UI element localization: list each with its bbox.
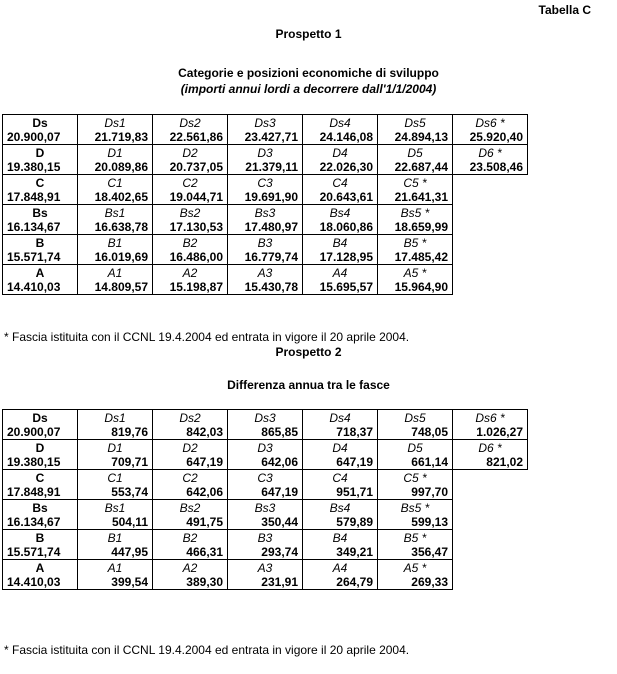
prospetto1-subtitle-period: (importi annui lordi a decorrere dall'1/1/2004) bbox=[180, 82, 437, 96]
position-cell bbox=[303, 440, 378, 470]
position-value: 642,06 bbox=[261, 455, 298, 469]
position-cell bbox=[153, 205, 228, 235]
position-value: 16.019,69 bbox=[94, 250, 148, 264]
position-value: 293,74 bbox=[261, 545, 298, 559]
category-cell bbox=[3, 440, 78, 470]
prospetto2-title: Prospetto 2 bbox=[275, 345, 342, 359]
position-value: 504,11 bbox=[111, 515, 148, 529]
position-cell bbox=[78, 175, 153, 205]
position-cell bbox=[228, 500, 303, 530]
position-label: A1 bbox=[107, 561, 123, 575]
position-label: Ds2 bbox=[179, 411, 201, 425]
prospetto2-table bbox=[2, 409, 528, 590]
position-value: 15.695,57 bbox=[319, 280, 373, 294]
position-label: Bs2 bbox=[179, 501, 201, 515]
position-value: 22.687,44 bbox=[394, 160, 448, 174]
category-label: Bs bbox=[32, 206, 48, 220]
position-cell bbox=[378, 115, 453, 145]
category-cell bbox=[3, 530, 78, 560]
position-cell bbox=[78, 530, 153, 560]
position-label: Ds3 bbox=[254, 116, 276, 130]
position-label: D6 * bbox=[478, 146, 502, 160]
position-cell bbox=[228, 145, 303, 175]
position-cell bbox=[228, 265, 303, 295]
position-value: 865,85 bbox=[261, 425, 298, 439]
category-base-value: 20.900,07 bbox=[7, 130, 61, 144]
position-cell bbox=[153, 145, 228, 175]
position-label: D4 bbox=[332, 441, 348, 455]
prospetto1-table bbox=[2, 114, 528, 295]
category-label: Ds bbox=[32, 116, 48, 130]
position-label: B2 bbox=[182, 531, 198, 545]
position-cell bbox=[78, 145, 153, 175]
position-cell bbox=[78, 235, 153, 265]
position-label: D5 bbox=[407, 146, 423, 160]
empty-cell bbox=[453, 560, 528, 590]
position-value: 16.638,78 bbox=[94, 220, 148, 234]
position-cell bbox=[228, 175, 303, 205]
position-label: B2 bbox=[182, 236, 198, 250]
position-label: A5 * bbox=[403, 266, 427, 280]
position-value: 466,31 bbox=[186, 545, 223, 559]
position-label: B5 * bbox=[403, 236, 427, 250]
table-row bbox=[3, 440, 528, 470]
position-cell bbox=[153, 235, 228, 265]
position-label: Ds5 bbox=[404, 116, 426, 130]
position-value: 24.146,08 bbox=[319, 130, 373, 144]
position-label: Ds4 bbox=[329, 411, 351, 425]
position-value: 17.130,53 bbox=[169, 220, 223, 234]
position-label: C1 bbox=[107, 471, 123, 485]
position-label: Bs4 bbox=[329, 206, 351, 220]
position-value: 20.643,61 bbox=[319, 190, 373, 204]
position-cell bbox=[378, 470, 453, 500]
position-cell bbox=[378, 175, 453, 205]
position-cell bbox=[378, 440, 453, 470]
position-value: 718,37 bbox=[336, 425, 373, 439]
position-value: 15.198,87 bbox=[169, 280, 223, 294]
position-cell bbox=[303, 530, 378, 560]
table-row bbox=[3, 175, 528, 205]
position-value: 748,05 bbox=[411, 425, 448, 439]
prospetto1-subtitle: Categorie e posizioni economiche di sviluppo bbox=[178, 66, 439, 80]
position-cell bbox=[378, 145, 453, 175]
position-label: A1 bbox=[107, 266, 123, 280]
category-base-value: 15.571,74 bbox=[7, 545, 61, 559]
position-label: B4 bbox=[332, 236, 348, 250]
position-label: A2 bbox=[182, 266, 198, 280]
position-value: 819,76 bbox=[111, 425, 148, 439]
position-value: 350,44 bbox=[261, 515, 298, 529]
position-value: 17.480,97 bbox=[244, 220, 298, 234]
position-label: Ds1 bbox=[104, 116, 126, 130]
position-cell bbox=[228, 205, 303, 235]
position-cell bbox=[453, 115, 528, 145]
position-cell bbox=[453, 145, 528, 175]
position-label: D4 bbox=[332, 146, 348, 160]
position-value: 24.894,13 bbox=[394, 130, 448, 144]
position-value: 647,19 bbox=[261, 485, 298, 499]
category-cell bbox=[3, 500, 78, 530]
category-label: B bbox=[35, 236, 45, 250]
position-value: 642,06 bbox=[186, 485, 223, 499]
table-row bbox=[3, 115, 528, 145]
position-label: A3 bbox=[257, 561, 273, 575]
table-row bbox=[3, 500, 528, 530]
position-label: Ds5 bbox=[404, 411, 426, 425]
position-value: 1.026,27 bbox=[476, 425, 523, 439]
position-cell bbox=[228, 410, 303, 440]
position-label: D1 bbox=[107, 146, 123, 160]
position-value: 19.691,90 bbox=[244, 190, 298, 204]
category-cell bbox=[3, 145, 78, 175]
category-label: Bs bbox=[32, 501, 48, 515]
position-value: 17.485,42 bbox=[394, 250, 448, 264]
position-value: 21.641,31 bbox=[394, 190, 448, 204]
position-cell bbox=[78, 410, 153, 440]
empty-cell bbox=[453, 175, 528, 205]
category-cell bbox=[3, 205, 78, 235]
position-label: Ds4 bbox=[329, 116, 351, 130]
position-label: C5 * bbox=[403, 176, 427, 190]
position-label: D5 bbox=[407, 441, 423, 455]
table-row bbox=[3, 530, 528, 560]
position-label: D6 * bbox=[478, 441, 502, 455]
position-label: C4 bbox=[332, 471, 348, 485]
position-label: A2 bbox=[182, 561, 198, 575]
category-base-value: 19.380,15 bbox=[7, 160, 61, 174]
position-cell bbox=[378, 410, 453, 440]
empty-cell bbox=[453, 470, 528, 500]
prospetto1-title: Prospetto 1 bbox=[275, 27, 342, 41]
position-label: C3 bbox=[257, 176, 273, 190]
position-value: 661,14 bbox=[411, 455, 448, 469]
position-value: 16.779,74 bbox=[244, 250, 298, 264]
position-label: Bs3 bbox=[254, 206, 276, 220]
empty-cell bbox=[453, 500, 528, 530]
position-cell bbox=[153, 560, 228, 590]
position-cell bbox=[78, 115, 153, 145]
category-label: B bbox=[35, 531, 45, 545]
category-base-value: 14.410,03 bbox=[7, 575, 61, 589]
position-value: 18.060,86 bbox=[319, 220, 373, 234]
document-tag: Tabella C bbox=[538, 3, 591, 17]
category-base-value: 20.900,07 bbox=[7, 425, 61, 439]
position-value: 15.430,78 bbox=[244, 280, 298, 294]
position-cell bbox=[303, 470, 378, 500]
position-value: 447,95 bbox=[111, 545, 148, 559]
position-value: 16.486,00 bbox=[169, 250, 223, 264]
position-label: Bs1 bbox=[104, 501, 126, 515]
position-cell bbox=[228, 235, 303, 265]
position-cell bbox=[153, 265, 228, 295]
position-cell bbox=[303, 410, 378, 440]
category-base-value: 16.134,67 bbox=[7, 515, 61, 529]
category-cell bbox=[3, 175, 78, 205]
position-value: 17.128,95 bbox=[319, 250, 373, 264]
position-label: Ds6 * bbox=[475, 116, 505, 130]
category-cell bbox=[3, 265, 78, 295]
table-row bbox=[3, 265, 528, 295]
position-label: Ds2 bbox=[179, 116, 201, 130]
position-label: D2 bbox=[182, 146, 198, 160]
category-label: A bbox=[35, 266, 45, 280]
position-cell bbox=[153, 470, 228, 500]
position-value: 231,91 bbox=[261, 575, 298, 589]
position-value: 599,13 bbox=[411, 515, 448, 529]
position-label: D3 bbox=[257, 441, 273, 455]
category-cell bbox=[3, 560, 78, 590]
position-label: A5 * bbox=[403, 561, 427, 575]
position-label: C2 bbox=[182, 471, 198, 485]
position-label: B4 bbox=[332, 531, 348, 545]
position-label: A3 bbox=[257, 266, 273, 280]
position-value: 22.026,30 bbox=[319, 160, 373, 174]
category-base-value: 15.571,74 bbox=[7, 250, 61, 264]
position-cell bbox=[378, 530, 453, 560]
position-cell bbox=[378, 500, 453, 530]
position-label: Ds1 bbox=[104, 411, 126, 425]
position-cell bbox=[303, 145, 378, 175]
position-cell bbox=[303, 175, 378, 205]
category-label: A bbox=[35, 561, 45, 575]
table-row bbox=[3, 410, 528, 440]
position-value: 20.737,05 bbox=[169, 160, 223, 174]
position-label: C1 bbox=[107, 176, 123, 190]
position-value: 553,74 bbox=[111, 485, 148, 499]
table-row bbox=[3, 560, 528, 590]
category-base-value: 17.848,91 bbox=[7, 485, 61, 499]
prospetto1-footnote: * Fascia istituita con il CCNL 19.4.2004 ed entrata in vigore il 20 aprile 2004. bbox=[4, 330, 410, 344]
position-label: C5 * bbox=[403, 471, 427, 485]
position-cell bbox=[228, 440, 303, 470]
category-cell bbox=[3, 235, 78, 265]
position-value: 18.402,65 bbox=[94, 190, 148, 204]
position-cell bbox=[228, 530, 303, 560]
position-cell bbox=[303, 115, 378, 145]
category-cell bbox=[3, 115, 78, 145]
position-value: 14.809,57 bbox=[94, 280, 148, 294]
position-value: 18.659,99 bbox=[394, 220, 448, 234]
position-value: 951,71 bbox=[336, 485, 373, 499]
empty-cell bbox=[453, 205, 528, 235]
position-value: 709,71 bbox=[111, 455, 148, 469]
position-value: 356,47 bbox=[411, 545, 448, 559]
position-cell bbox=[303, 235, 378, 265]
position-cell bbox=[378, 265, 453, 295]
position-cell bbox=[303, 205, 378, 235]
position-label: Bs2 bbox=[179, 206, 201, 220]
position-value: 20.089,86 bbox=[94, 160, 148, 174]
position-cell bbox=[78, 470, 153, 500]
category-cell bbox=[3, 410, 78, 440]
position-label: B3 bbox=[257, 531, 273, 545]
position-cell bbox=[228, 115, 303, 145]
prospetto2-footnote: * Fascia istituita con il CCNL 19.4.2004 ed entrata in vigore il 20 aprile 2004. bbox=[4, 643, 410, 657]
prospetto2-subtitle: Differenza annua tra le fasce bbox=[227, 378, 390, 392]
table-row bbox=[3, 470, 528, 500]
position-cell bbox=[228, 470, 303, 500]
position-cell bbox=[378, 560, 453, 590]
position-label: A4 bbox=[332, 266, 348, 280]
position-label: Bs3 bbox=[254, 501, 276, 515]
position-cell bbox=[78, 500, 153, 530]
position-cell bbox=[378, 205, 453, 235]
table-row bbox=[3, 205, 528, 235]
position-cell bbox=[78, 265, 153, 295]
empty-cell bbox=[453, 265, 528, 295]
position-value: 842,03 bbox=[186, 425, 223, 439]
position-cell bbox=[453, 440, 528, 470]
position-label: B3 bbox=[257, 236, 273, 250]
category-base-value: 14.410,03 bbox=[7, 280, 61, 294]
position-value: 21.379,11 bbox=[245, 160, 298, 174]
position-label: B1 bbox=[107, 236, 123, 250]
position-cell bbox=[303, 560, 378, 590]
position-cell bbox=[453, 410, 528, 440]
category-cell bbox=[3, 470, 78, 500]
position-value: 399,54 bbox=[111, 575, 148, 589]
position-label: Bs5 * bbox=[400, 501, 430, 515]
position-value: 21.719,83 bbox=[94, 130, 148, 144]
category-label: D bbox=[35, 146, 45, 160]
position-label: B5 * bbox=[403, 531, 427, 545]
position-value: 491,75 bbox=[186, 515, 223, 529]
position-value: 23.508,46 bbox=[469, 160, 523, 174]
position-label: D3 bbox=[257, 146, 273, 160]
position-value: 23.427,71 bbox=[244, 130, 298, 144]
category-base-value: 16.134,67 bbox=[7, 220, 61, 234]
category-label: C bbox=[35, 471, 45, 485]
table-row bbox=[3, 145, 528, 175]
position-cell bbox=[78, 440, 153, 470]
position-cell bbox=[153, 500, 228, 530]
category-label: D bbox=[35, 441, 45, 455]
position-label: Ds3 bbox=[254, 411, 276, 425]
position-value: 579,89 bbox=[336, 515, 373, 529]
position-cell bbox=[153, 530, 228, 560]
position-label: C2 bbox=[182, 176, 198, 190]
position-cell bbox=[153, 115, 228, 145]
position-label: C3 bbox=[257, 471, 273, 485]
position-value: 997,70 bbox=[411, 485, 448, 499]
position-label: B1 bbox=[107, 531, 123, 545]
position-cell bbox=[153, 440, 228, 470]
position-label: D1 bbox=[107, 441, 123, 455]
position-cell bbox=[153, 410, 228, 440]
position-cell bbox=[153, 175, 228, 205]
empty-cell bbox=[453, 530, 528, 560]
table-row bbox=[3, 235, 528, 265]
position-value: 389,30 bbox=[186, 575, 223, 589]
position-label: Ds6 * bbox=[475, 411, 505, 425]
position-cell bbox=[378, 235, 453, 265]
empty-cell bbox=[453, 235, 528, 265]
position-cell bbox=[78, 560, 153, 590]
position-value: 25.920,40 bbox=[469, 130, 523, 144]
position-value: 264,79 bbox=[336, 575, 373, 589]
position-cell bbox=[303, 265, 378, 295]
position-label: C4 bbox=[332, 176, 348, 190]
position-label: Bs4 bbox=[329, 501, 351, 515]
position-value: 349,21 bbox=[336, 545, 373, 559]
position-value: 647,19 bbox=[336, 455, 373, 469]
position-value: 22.561,86 bbox=[169, 130, 223, 144]
position-cell bbox=[78, 205, 153, 235]
position-value: 15.964,90 bbox=[394, 280, 448, 294]
position-label: D2 bbox=[182, 441, 198, 455]
position-label: Bs5 * bbox=[400, 206, 430, 220]
position-cell bbox=[303, 500, 378, 530]
category-label: C bbox=[35, 176, 45, 190]
position-value: 19.044,71 bbox=[169, 190, 223, 204]
category-base-value: 19.380,15 bbox=[7, 455, 61, 469]
position-label: Bs1 bbox=[104, 206, 126, 220]
position-label: A4 bbox=[332, 561, 348, 575]
category-base-value: 17.848,91 bbox=[7, 190, 61, 204]
position-cell bbox=[228, 560, 303, 590]
category-label: Ds bbox=[32, 411, 48, 425]
position-value: 821,02 bbox=[486, 455, 523, 469]
position-value: 647,19 bbox=[186, 455, 223, 469]
position-value: 269,33 bbox=[411, 575, 448, 589]
